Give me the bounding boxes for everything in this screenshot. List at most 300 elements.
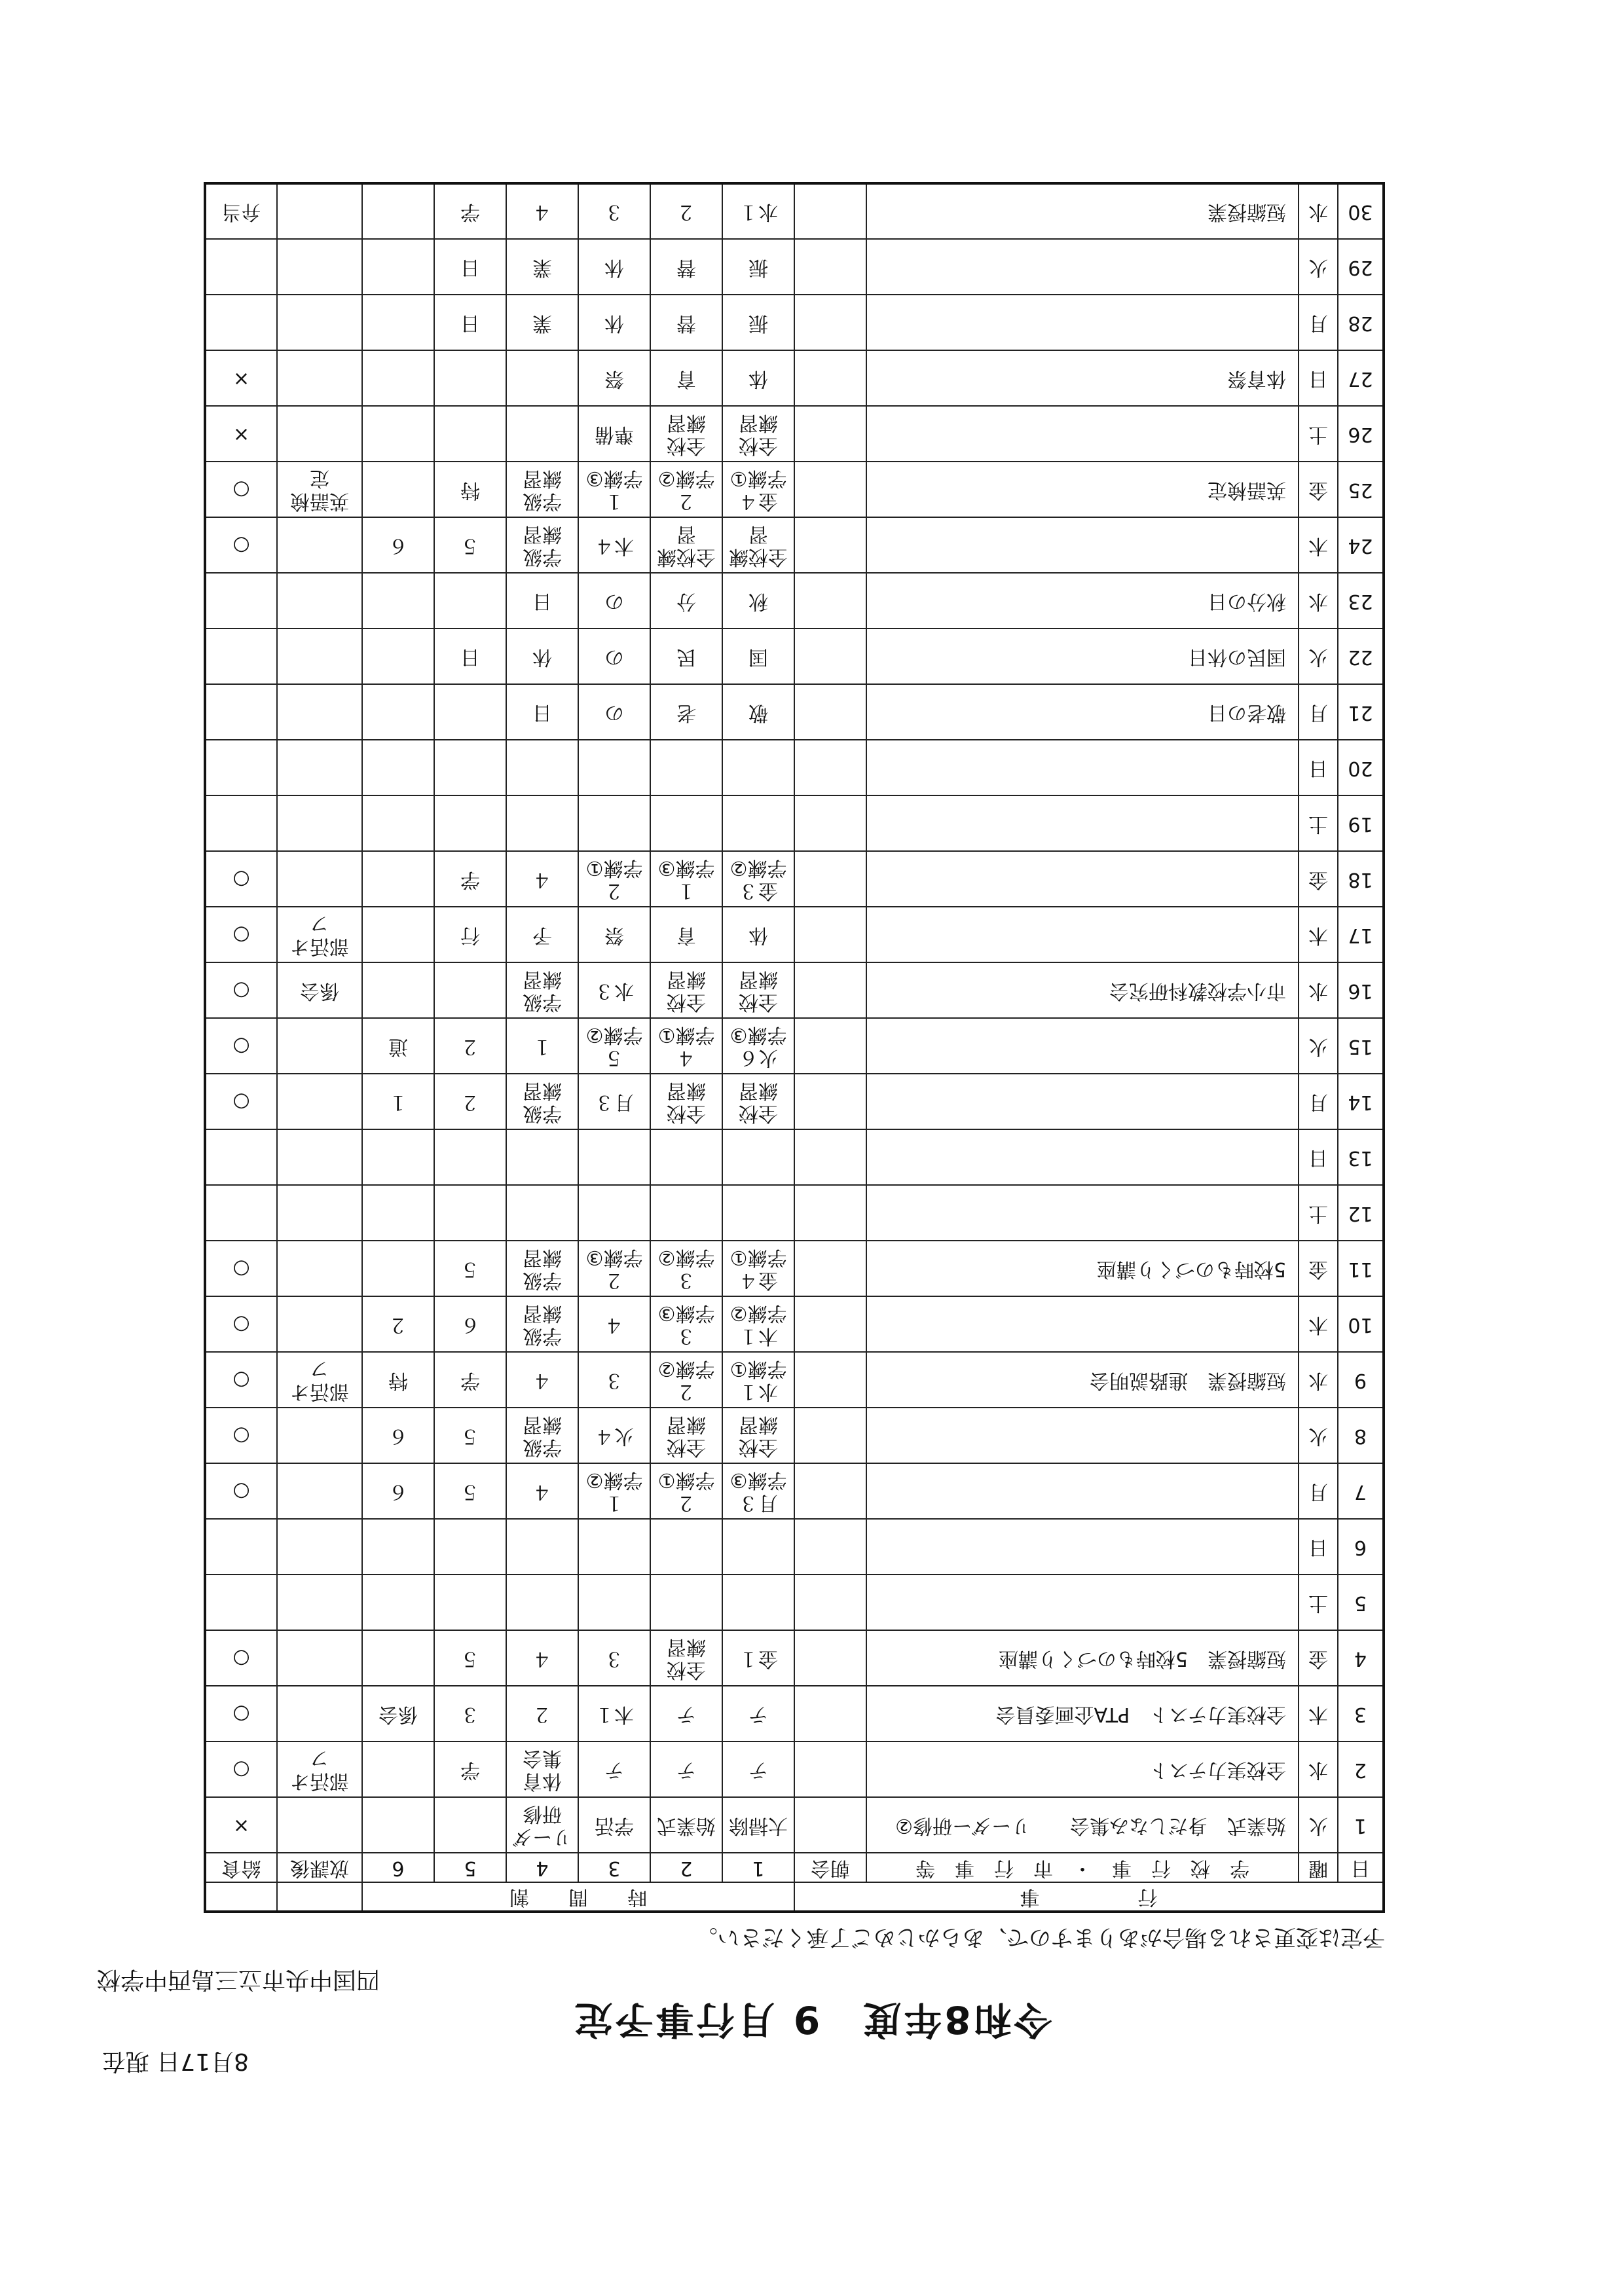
- period-cell: [362, 1630, 434, 1686]
- events-cell: 英語検定: [866, 462, 1299, 517]
- period-cell: 全校 練習: [650, 1074, 722, 1129]
- table-row: [205, 1296, 1384, 1352]
- period-cell: 全校 練習: [650, 962, 722, 1018]
- period-cell: 業: [506, 295, 578, 350]
- dow-cell: 金: [1299, 851, 1338, 907]
- period-cell: 振: [722, 239, 794, 295]
- date-cell: 23: [1338, 573, 1384, 629]
- lunch-cell: [205, 239, 277, 295]
- morning-cell: [794, 462, 866, 517]
- date-cell: 16: [1338, 962, 1384, 1018]
- period-cell: の: [578, 629, 650, 684]
- period-cell: テ: [650, 1741, 722, 1797]
- after-school-cell: [277, 795, 362, 851]
- period-cell: [434, 1185, 506, 1241]
- table-row: [205, 517, 1384, 573]
- events-cell: 全校実力テスト: [866, 1741, 1299, 1797]
- period-cell: 全校 練習: [722, 1074, 794, 1129]
- period-cell: [362, 962, 434, 1018]
- period-cell: ２ 学練②: [650, 1352, 722, 1408]
- date-cell: 6: [1338, 1519, 1384, 1575]
- period-cell: 木１: [578, 1686, 650, 1741]
- table-row: [205, 1352, 1384, 1408]
- page-title: 令和8年度 9 月行事予定: [572, 1997, 1052, 2042]
- after-school-cell: 部活オ フ: [277, 1352, 362, 1408]
- events-cell: [866, 517, 1299, 573]
- period-cell: [434, 795, 506, 851]
- period-cell: 学級 練習: [506, 1241, 578, 1296]
- after-school-cell: [277, 1686, 362, 1741]
- period-cell: 老: [650, 684, 722, 740]
- morning-cell: [794, 1185, 866, 1241]
- date-cell: 25: [1338, 462, 1384, 517]
- events-cell: 短縮授業 5校時ものづくり講座: [866, 1630, 1299, 1686]
- events-header: 行 事: [794, 1882, 1384, 1912]
- events-cell: [866, 1185, 1299, 1241]
- events-cell: 秋分の日: [866, 573, 1299, 629]
- period-cell: [434, 962, 506, 1018]
- table-row: [205, 1185, 1384, 1241]
- date-cell: 30: [1338, 183, 1384, 239]
- date-cell: 7: [1338, 1463, 1384, 1519]
- morning-cell: [794, 907, 866, 962]
- table-row: [205, 684, 1384, 740]
- period-cell: [434, 1519, 506, 1575]
- lunch-cell: ○: [205, 1741, 277, 1797]
- period-cell: ３ 学練②: [650, 1241, 722, 1296]
- table-row: [205, 795, 1384, 851]
- period-cell: 学: [434, 1741, 506, 1797]
- morning-cell: [794, 684, 866, 740]
- period-cell: [362, 795, 434, 851]
- period-cell: 準備: [578, 406, 650, 462]
- period-cell: 学: [434, 1352, 506, 1408]
- dow-cell: 水: [1299, 183, 1338, 239]
- morning-cell: [794, 295, 866, 350]
- date-cell: 24: [1338, 517, 1384, 573]
- morning-cell: [794, 1018, 866, 1074]
- period-cell: ２ 学練①: [650, 1463, 722, 1519]
- lunch-cell: [205, 684, 277, 740]
- period-cell: ４: [506, 183, 578, 239]
- morning-cell: [794, 1519, 866, 1575]
- period-cell: [578, 1575, 650, 1630]
- period-cell: 行: [434, 907, 506, 962]
- period-cell: 月３: [578, 1074, 650, 1129]
- date-cell: 5: [1338, 1575, 1384, 1630]
- table-row: [205, 907, 1384, 962]
- lunch-cell: [205, 629, 277, 684]
- morning-cell: [794, 1296, 866, 1352]
- table-row: [205, 573, 1384, 629]
- period-cell: 体: [722, 907, 794, 962]
- dow-cell: 木: [1299, 1686, 1338, 1741]
- morning-cell: [794, 1686, 866, 1741]
- lunch-cell: ○: [205, 1074, 277, 1129]
- date-cell: 10: [1338, 1296, 1384, 1352]
- period-cell: 学級 練習: [506, 1074, 578, 1129]
- date-cell: 9: [1338, 1352, 1384, 1408]
- period-cell: 業: [506, 239, 578, 295]
- dow-cell: 土: [1299, 1185, 1338, 1241]
- period-cell: 民: [650, 629, 722, 684]
- period-cell: ３: [434, 1686, 506, 1741]
- period-cell: 振: [722, 295, 794, 350]
- period-cell: [722, 1129, 794, 1185]
- table-row: [205, 1408, 1384, 1463]
- dow-header: 曜: [1299, 1853, 1338, 1882]
- table-row: [205, 1797, 1384, 1853]
- lunch-cell: ○: [205, 1408, 277, 1463]
- schedule-group-header: 時 間 割: [362, 1882, 794, 1912]
- after-school-cell: [277, 295, 362, 350]
- period-cell: 体育 集会: [506, 1741, 578, 1797]
- period-cell: [506, 1575, 578, 1630]
- period-cell: [506, 406, 578, 462]
- events-cell: 敬老の日: [866, 684, 1299, 740]
- period-cell: 休: [578, 239, 650, 295]
- morning-header: 朝会: [794, 1853, 866, 1882]
- dow-cell: 水: [1299, 962, 1338, 1018]
- table-row: [205, 406, 1384, 462]
- morning-cell: [794, 740, 866, 795]
- period-header: 2: [650, 1853, 722, 1882]
- date-cell: 21: [1338, 684, 1384, 740]
- period-cell: 休: [578, 295, 650, 350]
- period-cell: 分: [650, 573, 722, 629]
- header-spacer: [205, 1882, 277, 1912]
- dow-cell: 日: [1299, 1129, 1338, 1185]
- dow-cell: 月: [1299, 684, 1338, 740]
- period-cell: 係会: [362, 1686, 434, 1741]
- date-cell: 11: [1338, 1241, 1384, 1296]
- after-school-cell: [277, 740, 362, 795]
- date-cell: 2: [1338, 1741, 1384, 1797]
- period-cell: 水１: [722, 183, 794, 239]
- lunch-cell: ○: [205, 962, 277, 1018]
- period-cell: 大掃除: [722, 1797, 794, 1853]
- table-row: [205, 1741, 1384, 1797]
- period-cell: [362, 851, 434, 907]
- table-row: [205, 740, 1384, 795]
- events-cell: 全校実力テスト PTA企画委員会: [866, 1686, 1299, 1741]
- after-school-cell: [277, 1519, 362, 1575]
- dow-cell: 火: [1299, 629, 1338, 684]
- period-cell: [722, 740, 794, 795]
- period-cell: [650, 795, 722, 851]
- period-cell: 育: [650, 907, 722, 962]
- events-cell: [866, 795, 1299, 851]
- period-cell: [362, 239, 434, 295]
- after-school-cell: [277, 1575, 362, 1630]
- period-cell: 火４: [578, 1408, 650, 1463]
- morning-cell: [794, 517, 866, 573]
- after-school-cell: [277, 1241, 362, 1296]
- dow-cell: 火: [1299, 1797, 1338, 1853]
- morning-cell: [794, 851, 866, 907]
- after-school-cell: [277, 1185, 362, 1241]
- table-row: [205, 1630, 1384, 1686]
- period-cell: 学級 練習: [506, 1408, 578, 1463]
- period-cell: ６: [362, 1408, 434, 1463]
- morning-cell: [794, 1797, 866, 1853]
- period-cell: １ 学練③: [650, 851, 722, 907]
- events-cell: [866, 1074, 1299, 1129]
- after-school-cell: [277, 350, 362, 406]
- dow-cell: 木: [1299, 1296, 1338, 1352]
- period-cell: [362, 573, 434, 629]
- period-cell: [434, 1575, 506, 1630]
- period-header: 5: [434, 1853, 506, 1882]
- period-cell: ５ 学練②: [578, 1018, 650, 1074]
- dow-cell: 月: [1299, 1463, 1338, 1519]
- period-cell: 全校 練習: [650, 1408, 722, 1463]
- lunch-cell: [205, 1575, 277, 1630]
- events-cell: [866, 239, 1299, 295]
- events-cell: [866, 740, 1299, 795]
- period-header: 6: [362, 1853, 434, 1882]
- as-of-date: 8月17日 現在: [101, 2048, 249, 2075]
- dow-cell: 金: [1299, 1630, 1338, 1686]
- period-header: 1: [722, 1853, 794, 1882]
- period-cell: 日: [434, 239, 506, 295]
- morning-cell: [794, 629, 866, 684]
- date-cell: 15: [1338, 1018, 1384, 1074]
- period-cell: ５: [434, 1630, 506, 1686]
- period-cell: ４: [506, 851, 578, 907]
- period-cell: 木１ 学練②: [722, 1296, 794, 1352]
- dow-cell: 金: [1299, 462, 1338, 517]
- morning-cell: [794, 1129, 866, 1185]
- date-cell: 29: [1338, 239, 1384, 295]
- events-cell: 体育祭: [866, 350, 1299, 406]
- period-cell: 体: [722, 350, 794, 406]
- period-cell: テ: [722, 1686, 794, 1741]
- dow-cell: 水: [1299, 573, 1338, 629]
- period-cell: ６: [434, 1296, 506, 1352]
- lunch-cell: ○: [205, 462, 277, 517]
- period-cell: [362, 907, 434, 962]
- period-cell: [434, 1129, 506, 1185]
- lunch-cell: ○: [205, 1241, 277, 1296]
- period-cell: [362, 183, 434, 239]
- period-cell: 木４: [578, 517, 650, 573]
- period-cell: 学級 練習: [506, 517, 578, 573]
- after-school-header: 放課後: [277, 1853, 362, 1882]
- lunch-cell: ×: [205, 406, 277, 462]
- dow-cell: 木: [1299, 907, 1338, 962]
- lunch-cell: ×: [205, 1797, 277, 1853]
- events-cell: 短縮授業 進路説明会: [866, 1352, 1299, 1408]
- period-cell: 特: [362, 1352, 434, 1408]
- after-school-cell: [277, 1408, 362, 1463]
- period-cell: 金１: [722, 1630, 794, 1686]
- period-cell: [650, 1575, 722, 1630]
- period-cell: 全校 練習: [722, 1408, 794, 1463]
- school-name: 四国中央市立三島西中学校: [96, 1966, 380, 1993]
- period-cell: 火６ 学練③: [722, 1018, 794, 1074]
- table-row: [205, 1519, 1384, 1575]
- events-cell: 短縮授業: [866, 183, 1299, 239]
- period-cell: ４: [506, 1352, 578, 1408]
- period-cell: 全校 練習: [650, 406, 722, 462]
- period-cell: [722, 1185, 794, 1241]
- period-cell: ４ 学練①: [650, 1018, 722, 1074]
- table-row: [205, 1074, 1384, 1129]
- morning-cell: [794, 1241, 866, 1296]
- lunch-cell: [205, 795, 277, 851]
- events-cell: [866, 851, 1299, 907]
- morning-cell: [794, 406, 866, 462]
- period-cell: [578, 740, 650, 795]
- period-cell: [362, 462, 434, 517]
- after-school-cell: [277, 1463, 362, 1519]
- period-cell: [650, 1185, 722, 1241]
- period-cell: 全校 練習: [722, 962, 794, 1018]
- table-row: [205, 350, 1384, 406]
- period-cell: ５: [434, 517, 506, 573]
- period-cell: [650, 1129, 722, 1185]
- period-cell: 日: [434, 295, 506, 350]
- table-row: [205, 295, 1384, 350]
- period-cell: [578, 1519, 650, 1575]
- period-cell: 水３: [578, 962, 650, 1018]
- period-cell: [362, 406, 434, 462]
- after-school-cell: [277, 517, 362, 573]
- date-cell: 13: [1338, 1129, 1384, 1185]
- after-school-cell: [277, 684, 362, 740]
- after-school-cell: 部活オ フ: [277, 1741, 362, 1797]
- events-cell: [866, 295, 1299, 350]
- period-cell: ５: [434, 1241, 506, 1296]
- period-cell: ６: [362, 1463, 434, 1519]
- period-cell: [362, 1797, 434, 1853]
- lunch-cell: ×: [205, 350, 277, 406]
- period-cell: [362, 740, 434, 795]
- period-cell: ４: [506, 1630, 578, 1686]
- period-header: 3: [578, 1853, 650, 1882]
- period-header: 4: [506, 1853, 578, 1882]
- period-cell: ４: [578, 1296, 650, 1352]
- period-cell: 国: [722, 629, 794, 684]
- period-cell: ２ 学練②: [650, 462, 722, 517]
- period-cell: 秋: [722, 573, 794, 629]
- lunch-cell: ○: [205, 1630, 277, 1686]
- events-cell: 市小学校教科研究会: [866, 962, 1299, 1018]
- period-cell: 祭: [578, 350, 650, 406]
- period-cell: [362, 1741, 434, 1797]
- table-row: [205, 1241, 1384, 1296]
- table-row: [205, 962, 1384, 1018]
- period-cell: 全校練 習: [650, 517, 722, 573]
- period-cell: 替: [650, 295, 722, 350]
- period-cell: [434, 1797, 506, 1853]
- morning-cell: [794, 1408, 866, 1463]
- events-cell: [866, 1129, 1299, 1185]
- table-row: [205, 629, 1384, 684]
- lunch-cell: ○: [205, 907, 277, 962]
- period-cell: 替: [650, 239, 722, 295]
- period-cell: [362, 350, 434, 406]
- dow-cell: 水: [1299, 1741, 1338, 1797]
- date-cell: 20: [1338, 740, 1384, 795]
- after-school-cell: [277, 406, 362, 462]
- lunch-cell: [205, 1129, 277, 1185]
- table-row: [205, 1018, 1384, 1074]
- date-header: 日: [1338, 1853, 1384, 1882]
- period-cell: 日: [434, 629, 506, 684]
- morning-cell: [794, 1074, 866, 1129]
- dow-cell: 火: [1299, 1018, 1338, 1074]
- period-cell: ４: [506, 1463, 578, 1519]
- period-cell: 日: [506, 573, 578, 629]
- schedule-table: [204, 182, 1385, 1913]
- period-cell: [650, 1519, 722, 1575]
- dow-cell: 土: [1299, 406, 1338, 462]
- lunch-cell: ○: [205, 1463, 277, 1519]
- events-cell: [866, 1296, 1299, 1352]
- period-cell: の: [578, 573, 650, 629]
- after-school-cell: [277, 183, 362, 239]
- events-cell: [866, 1575, 1299, 1630]
- date-cell: 3: [1338, 1686, 1384, 1741]
- dow-cell: 日: [1299, 740, 1338, 795]
- lunch-cell: 弁当: [205, 183, 277, 239]
- after-school-cell: [277, 239, 362, 295]
- morning-cell: [794, 573, 866, 629]
- period-cell: １: [362, 1074, 434, 1129]
- period-cell: ５: [434, 1463, 506, 1519]
- period-cell: １ 学練②: [578, 1463, 650, 1519]
- after-school-cell: [277, 573, 362, 629]
- date-cell: 8: [1338, 1408, 1384, 1463]
- period-cell: 学: [434, 851, 506, 907]
- period-cell: の: [578, 684, 650, 740]
- dow-cell: 水: [1299, 1352, 1338, 1408]
- period-cell: 学活: [578, 1797, 650, 1853]
- date-cell: 28: [1338, 295, 1384, 350]
- period-cell: ２: [434, 1018, 506, 1074]
- period-cell: テ: [578, 1741, 650, 1797]
- events-cell: 始業式 身だしなみ集会 リーダー研修②: [866, 1797, 1299, 1853]
- period-cell: ３: [578, 1630, 650, 1686]
- period-cell: 金４ 学練①: [722, 1241, 794, 1296]
- morning-cell: [794, 795, 866, 851]
- period-cell: ２ 学練①: [578, 851, 650, 907]
- period-cell: ２: [650, 183, 722, 239]
- period-cell: 祭: [578, 907, 650, 962]
- period-cell: 特: [434, 462, 506, 517]
- period-cell: 全校 練習: [722, 406, 794, 462]
- events-sub-header: 学 校 行 事 ・ 市 行 事 等: [866, 1853, 1299, 1882]
- events-cell: [866, 1408, 1299, 1463]
- lunch-cell: [205, 740, 277, 795]
- morning-cell: [794, 1575, 866, 1630]
- period-cell: [362, 1129, 434, 1185]
- period-cell: [506, 1129, 578, 1185]
- period-cell: [650, 740, 722, 795]
- date-cell: 18: [1338, 851, 1384, 907]
- period-cell: ２: [362, 1296, 434, 1352]
- date-cell: 12: [1338, 1185, 1384, 1241]
- period-cell: 全校練 習: [722, 517, 794, 573]
- dow-cell: 日: [1299, 1519, 1338, 1575]
- period-cell: [506, 795, 578, 851]
- lunch-cell: [205, 573, 277, 629]
- after-school-cell: 英語検 定: [277, 462, 362, 517]
- period-cell: [362, 629, 434, 684]
- period-cell: ６: [362, 517, 434, 573]
